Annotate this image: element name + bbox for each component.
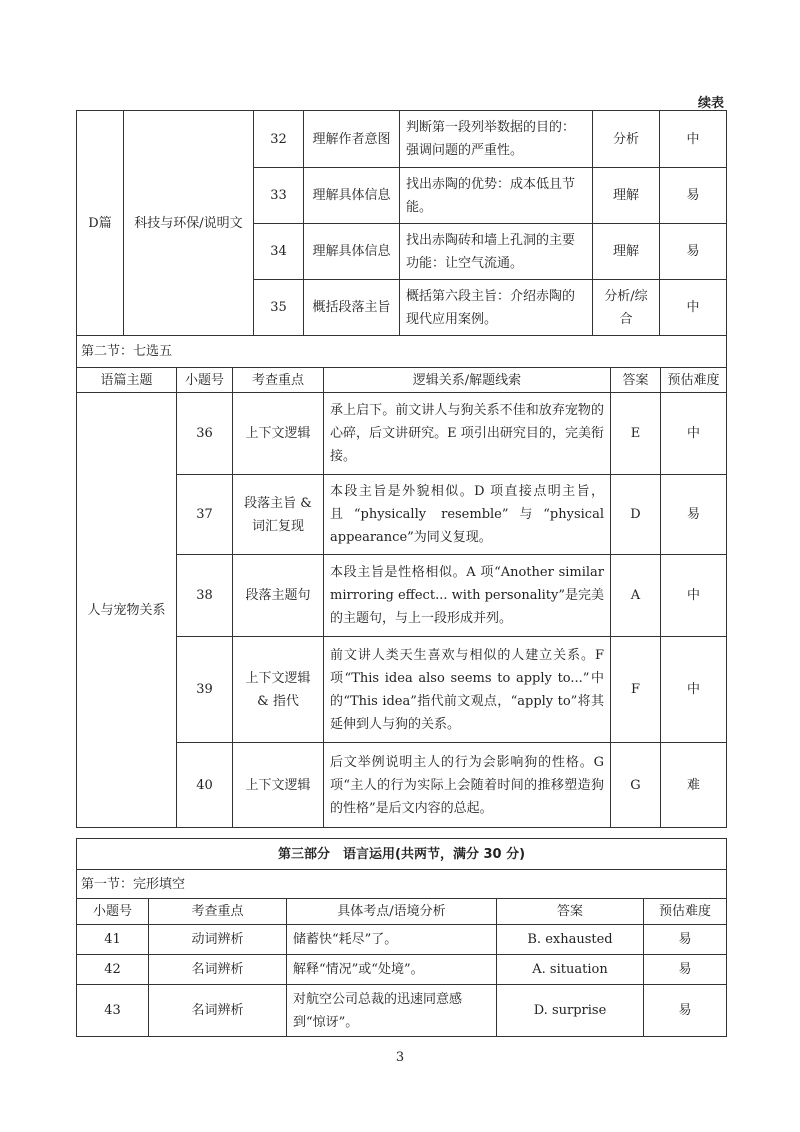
question-clue: 判断第一段列举数据的目的：强调问题的严重性。 xyxy=(400,111,593,168)
section-title: 第一节：完形填空 xyxy=(77,870,727,899)
question-difficulty: 易 xyxy=(644,985,727,1037)
question-ability: 理解 xyxy=(593,224,660,280)
question-answer: G xyxy=(611,743,661,828)
seven-choose-five-table xyxy=(76,335,727,828)
question-clue: 后文举例说明主人的行为会影响狗的性格。G 项“主人的行为实际上会随着时间的推移塑造狗的性格”是后文内容的总起。 xyxy=(324,743,611,828)
question-number: 43 xyxy=(77,985,149,1037)
column-header: 答案 xyxy=(497,899,644,925)
question-answer: A xyxy=(611,555,661,637)
cloze-table xyxy=(76,838,727,1037)
question-number: 38 xyxy=(177,555,233,637)
question-number: 40 xyxy=(177,743,233,828)
question-analysis: 对航空公司总裁的迅速同意感到“惊讶”。 xyxy=(287,985,497,1037)
question-answer: D. surprise xyxy=(497,985,644,1037)
question-number: 33 xyxy=(254,168,304,224)
question-difficulty: 难 xyxy=(661,743,727,828)
question-focus: 理解具体信息 xyxy=(304,168,400,224)
column-header: 预估难度 xyxy=(644,899,727,925)
table-row xyxy=(77,393,727,475)
question-difficulty: 中 xyxy=(661,555,727,637)
question-answer: F xyxy=(611,637,661,743)
column-header: 小题号 xyxy=(77,899,149,925)
question-focus: 理解具体信息 xyxy=(304,224,400,280)
question-number: 37 xyxy=(177,475,233,555)
passage-theme: 人与宠物关系 xyxy=(77,393,177,828)
table-row xyxy=(77,985,727,1037)
part-title-row xyxy=(77,839,727,870)
question-focus: 上下文逻辑 xyxy=(233,743,324,828)
question-focus: 上下文逻辑 & 指代 xyxy=(233,637,324,743)
question-difficulty: 中 xyxy=(661,393,727,475)
column-header: 答案 xyxy=(611,368,661,393)
column-header: 预估难度 xyxy=(661,368,727,393)
column-header: 考查重点 xyxy=(233,368,324,393)
column-header: 小题号 xyxy=(177,368,233,393)
question-answer: A. situation xyxy=(497,955,644,985)
question-number: 41 xyxy=(77,925,149,955)
question-number: 32 xyxy=(254,111,304,168)
question-clue: 找出赤陶砖和墙上孔洞的主要功能：让空气流通。 xyxy=(400,224,593,280)
question-ability: 理解 xyxy=(593,168,660,224)
question-clue: 本段主旨是性格相似。A 项“Another similar mirroring effect... with personality”是完美的主题句，与上一段形成并列。 xyxy=(324,555,611,637)
question-clue: 概括第六段主旨：介绍赤陶的现代应用案例。 xyxy=(400,280,593,336)
column-header: 具体考点/语境分析 xyxy=(287,899,497,925)
question-analysis: 解释“情况”或“处境”。 xyxy=(287,955,497,985)
question-analysis: 储蓄快“耗尽”了。 xyxy=(287,925,497,955)
table-row xyxy=(77,955,727,985)
question-focus: 名词辨析 xyxy=(149,955,287,985)
column-header: 考查重点 xyxy=(149,899,287,925)
passage-label: D篇 xyxy=(77,111,124,336)
question-difficulty: 易 xyxy=(644,955,727,985)
question-number: 36 xyxy=(177,393,233,475)
question-focus: 段落主旨 & 词汇复现 xyxy=(233,475,324,555)
question-clue: 前文讲人类天生喜欢与相似的人建立关系。F 项“This idea also seems to apply to...”中的“This idea”指代前文观点，“apply to”将其延伸到人与狗的关系。 xyxy=(324,637,611,743)
question-difficulty: 易 xyxy=(660,224,727,280)
question-clue: 承上启下。前文讲人与狗关系不佳和放弃宠物的心碎，后文讲研究。E 项引出研究目的，完美衔接。 xyxy=(324,393,611,475)
question-difficulty: 中 xyxy=(660,111,727,168)
passage-theme: 科技与环保/说明文 xyxy=(124,111,254,336)
question-answer: B. exhausted xyxy=(497,925,644,955)
question-focus: 概括段落主旨 xyxy=(304,280,400,336)
column-header: 逻辑关系/解题线索 xyxy=(324,368,611,393)
question-number: 34 xyxy=(254,224,304,280)
question-focus: 段落主题句 xyxy=(233,555,324,637)
question-answer: E xyxy=(611,393,661,475)
question-difficulty: 易 xyxy=(644,925,727,955)
question-clue: 找出赤陶的优势：成本低且节能。 xyxy=(400,168,593,224)
question-difficulty: 易 xyxy=(661,475,727,555)
header-row xyxy=(77,899,727,925)
question-number: 39 xyxy=(177,637,233,743)
question-ability: 分析/综合 xyxy=(593,280,660,336)
question-focus: 动词辨析 xyxy=(149,925,287,955)
reading-d-table xyxy=(76,110,727,336)
question-number: 35 xyxy=(254,280,304,336)
question-focus: 名词辨析 xyxy=(149,985,287,1037)
header-row xyxy=(77,368,727,393)
section-title-row xyxy=(77,336,727,368)
question-focus: 上下文逻辑 xyxy=(233,393,324,475)
table-row xyxy=(77,111,727,168)
question-clue: 本段主旨是外貌相似。D 项直接点明主旨，且“physically resemble”与“physical appearance”为同义复现。 xyxy=(324,475,611,555)
question-number: 42 xyxy=(77,955,149,985)
question-ability: 分析 xyxy=(593,111,660,168)
section-title: 第二节：七选五 xyxy=(77,336,727,368)
section-title-row xyxy=(77,870,727,899)
part-title: 第三部分 语言运用(共两节，满分 30 分) xyxy=(77,839,727,870)
question-focus: 理解作者意图 xyxy=(304,111,400,168)
column-header: 语篇主题 xyxy=(77,368,177,393)
table-row xyxy=(77,925,727,955)
question-difficulty: 中 xyxy=(660,280,727,336)
question-answer: D xyxy=(611,475,661,555)
question-difficulty: 易 xyxy=(660,168,727,224)
question-difficulty: 中 xyxy=(661,637,727,743)
continued-label: 续表 xyxy=(697,96,724,111)
page-number: 3 xyxy=(395,1050,405,1065)
